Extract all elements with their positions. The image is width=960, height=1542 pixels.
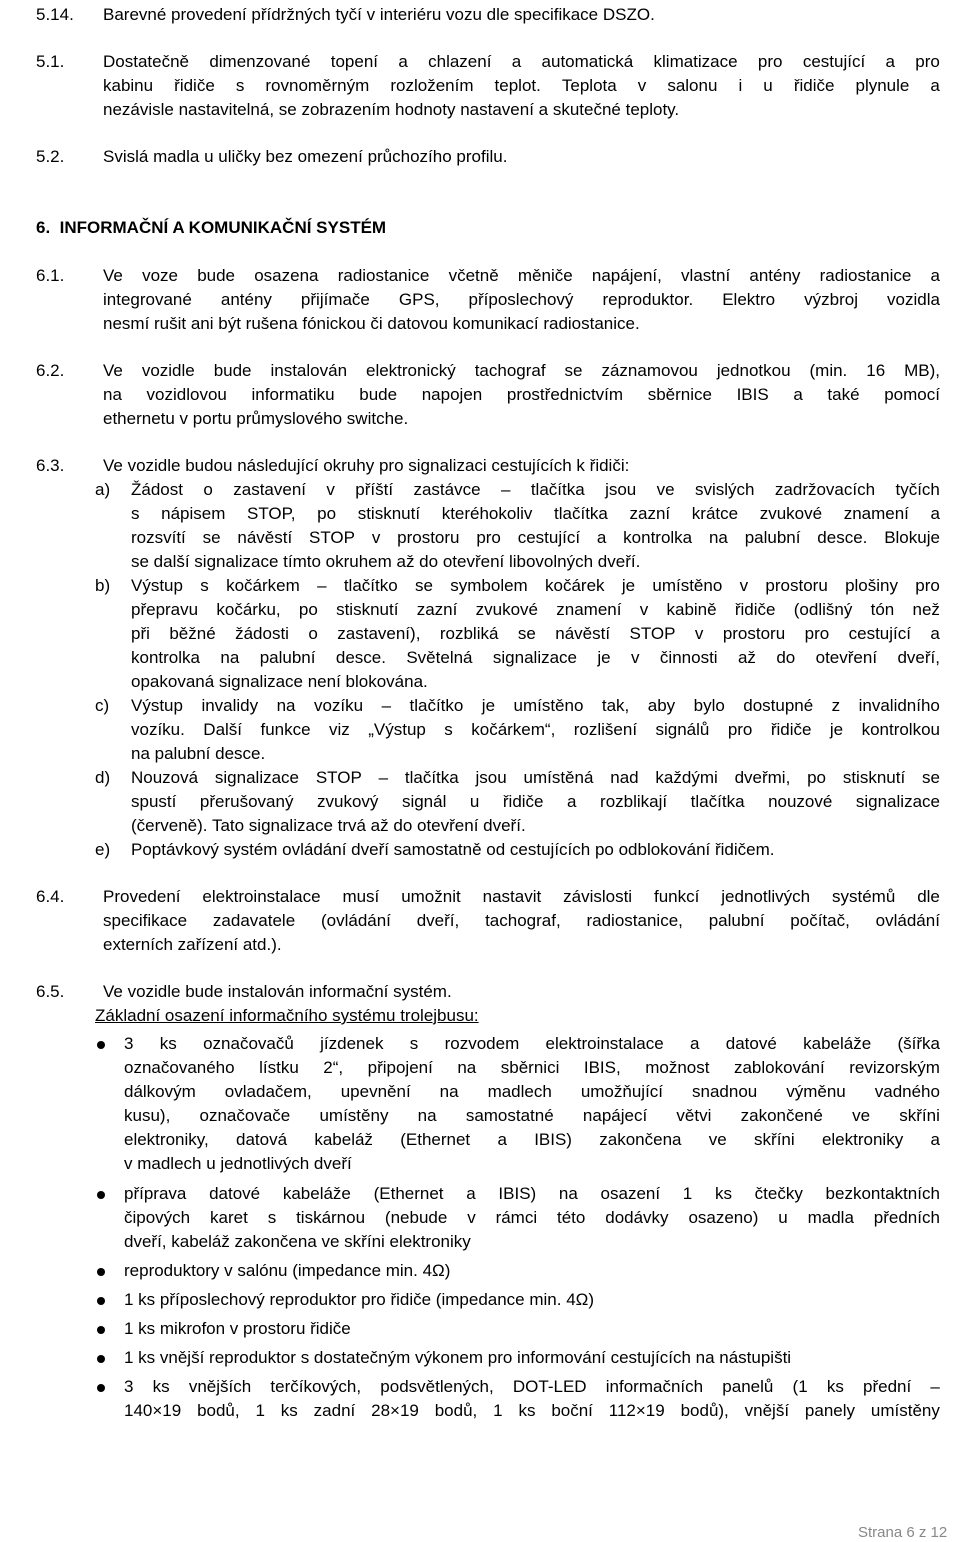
list-label-b: b): [95, 576, 111, 595]
section-5-1-line: Dostatečně dimenzované topení a chlazení a automatická klimatizace pro cestující a pro: [103, 52, 940, 71]
item-c-line: Výstup invalidy na vozíku – tlačítko je umístěno tak, aby bylo dostupné z invalidního: [131, 696, 940, 715]
section-6-heading: 6. INFORMAČNÍ A KOMUNIKAČNÍ SYSTÉM: [36, 218, 387, 237]
item-c-line: na palubní desce.: [131, 744, 266, 763]
bullet-marker: [97, 1041, 105, 1049]
bullet-line: označovaného lístku 2“, připojení na sběrnici IBIS, možnost zablokování revizorským: [124, 1058, 940, 1077]
item-b-line: Výstup s kočárkem – tlačítko se symbolem kočárek je umístěno v prostoru plošiny pro: [131, 576, 940, 595]
bullet-marker: [97, 1384, 105, 1392]
list-label-c: c): [95, 696, 110, 715]
item-a-line: se další signalizace tímto okruhem až do otevření libovolných dveří.: [131, 552, 641, 571]
bullet-line: 1 ks příposlechový reproduktor pro řidiče (impedance min. 4Ω): [124, 1290, 595, 1309]
page-number: Strana 6 z 12: [858, 1524, 948, 1541]
section-number-6-4: 6.4.: [36, 887, 65, 906]
list-label-a: a): [95, 480, 111, 499]
bullet-line: v madlech u jednotlivých dveří: [124, 1154, 352, 1173]
section-number-5-2: 5.2.: [36, 147, 65, 166]
item-c-line: vozíku. Další funkce viz „Výstup s kočárkem“, rozlišení signálů pro řidiče je kontrolkou: [131, 720, 940, 739]
bullet-line: dálkovým ovladačem, upevnění na madlech umožňující snadnou výměnu vadného: [124, 1082, 940, 1101]
item-b-line: kontrolka na palubní desce. Světelná signalizace je v činnosti až do otevření dveří,: [131, 648, 940, 667]
item-a-line: s nápisem STOP, po stisknutí kteréhokoliv tlačítka zazní krátce zvukové znamení a: [131, 504, 940, 523]
section-number-5-1: 5.1.: [36, 52, 65, 71]
section-6-5-text: Ve vozidle bude instalován informační systém.: [103, 982, 452, 1001]
section-number-5-14: 5.14.: [36, 5, 74, 24]
item-b-line: při běžné žádosti o zastavení), rozbliká se návěstí STOP v prostoru pro cestující a: [131, 624, 940, 643]
bullet-line: příprava datové kabeláže (Ethernet a IBIS) na osazení 1 ks čtečky bezkontaktních: [124, 1184, 940, 1203]
section-5-14-title: Barevné provedení přídržných tyčí v interiéru vozu dle specifikace DSZO.: [103, 5, 655, 24]
section-number-6-5: 6.5.: [36, 982, 65, 1001]
bullet-line: 3 ks označovačů jízdenek s rozvodem elektroinstalace a datové kabeláže (šířka: [124, 1034, 940, 1053]
item-a-line: rozsvítí se návěstí STOP v prostoru pro cestující a kontrolka na palubní desce. Blokuje: [131, 528, 940, 547]
bullet-line: 140×19 bodů, 1 ks zadní 28×19 bodů, 1 ks boční 112×19 bodů), vnější panely umístěny: [124, 1401, 940, 1420]
list-label-d: d): [95, 768, 111, 787]
section-number-6-3: 6.3.: [36, 456, 65, 475]
section-number-6-2: 6.2.: [36, 361, 65, 380]
section-6-1-line: integrované antény přijímače GPS, příposlechový reproduktor. Elektro výzbroj vozidla: [103, 290, 940, 309]
bullet-line: 1 ks mikrofon v prostoru řidiče: [124, 1319, 351, 1338]
bullet-marker: [97, 1355, 105, 1363]
bullet-line: elektroniky, datová kabeláž (Ethernet a IBIS) zakončena ve skříni elektroniky a: [124, 1130, 940, 1149]
section-6-5-subheading: Základní osazení informačního systému trolejbusu:: [95, 1006, 479, 1025]
section-6-3-intro: Ve vozidle budou následující okruhy pro signalizaci cestujících k řidiči:: [103, 456, 630, 475]
bullet-line: dveří, kabeláž zakončena ve skříni elektroniky: [124, 1232, 471, 1251]
list-label-e: e): [95, 840, 111, 859]
section-6-2-line: na vozidlovou informatiku bude napojen prostřednictvím sběrnice IBIS a také pomocí: [103, 385, 940, 404]
bullet-line: čipových karet s tiskárnou (nebude v rámci této dodávky osazeno) u madla předních: [124, 1208, 940, 1227]
section-6-1-line: Ve voze bude osazena radiostanice včetně měniče napájení, vlastní antény radiostanice a: [103, 266, 940, 285]
section-5-1-line: nezávisle nastavitelná, se zobrazením hodnoty nastavení a skutečné teploty.: [103, 100, 680, 119]
item-b-line: přepravu kočárku, po stisknutí zazní zvukové znamení v kabině řidiče (odlišný tón než: [131, 600, 940, 619]
section-6-4-line: Provedení elektroinstalace musí umožnit nastavit závislosti funkcí jednotlivých systémů dle: [103, 887, 940, 906]
section-6-4-line: externích zařízení atd.).: [103, 935, 282, 954]
section-6-4-line: specifikace zadavatele (ovládání dveří, tachograf, radiostanice, palubní počítač, ovládání: [103, 911, 940, 930]
bullet-marker: [97, 1297, 105, 1305]
bullet-marker: [97, 1326, 105, 1334]
section-6-2-line: ethernetu v portu průmyslového switche.: [103, 409, 409, 428]
bullet-line: 1 ks vnější reproduktor s dostatečným výkonem pro informování cestujících na nástupišti: [124, 1348, 792, 1367]
section-5-1-line: kabinu řidiče s rovnoměrným rozložením teplot. Teplota v salonu i u řidiče plynule a: [103, 76, 940, 95]
item-d-line: Nouzová signalizace STOP – tlačítka jsou umístěná nad každými dveřmi, po stisknutí se: [131, 768, 940, 787]
item-d-line: (červeně). Tato signalizace trvá až do otevření dveří.: [131, 816, 526, 835]
bullet-line: reproduktory v salónu (impedance min. 4Ω): [124, 1261, 451, 1280]
section-6-2-line: Ve vozidle bude instalován elektronický tachograf se záznamovou jednotkou (min. 16 MB),: [103, 361, 940, 380]
item-a-line: Žádost o zastavení v příští zastávce – tlačítka jsou ve svislých zadržovacích tyčích: [131, 480, 940, 499]
section-5-2-text: Svislá madla u uličky bez omezení průchozího profilu.: [103, 147, 508, 166]
bullet-line: kusu), označovače umístěny na samostatné napájecí větvi zakončené ve skříni: [124, 1106, 940, 1125]
item-d-line: spustí přerušovaný zvukový signál u řidiče a rozblikají tlačítka nouzové signalizace: [131, 792, 940, 811]
section-6-1-line: nesmí rušit ani být rušena fónickou či datovou komunikací radiostanice.: [103, 314, 640, 333]
item-e-line: Poptávkový systém ovládání dveří samostatně od cestujících po odblokování řidičem.: [131, 840, 775, 859]
bullet-line: 3 ks vnějších terčíkových, podsvětlených, DOT-LED informačních panelů (1 ks přední –: [124, 1377, 940, 1396]
section-number-6-1: 6.1.: [36, 266, 65, 285]
item-b-line: opakovaná signalizace není blokována.: [131, 672, 428, 691]
bullet-marker: [97, 1268, 105, 1276]
bullet-marker: [97, 1191, 105, 1199]
